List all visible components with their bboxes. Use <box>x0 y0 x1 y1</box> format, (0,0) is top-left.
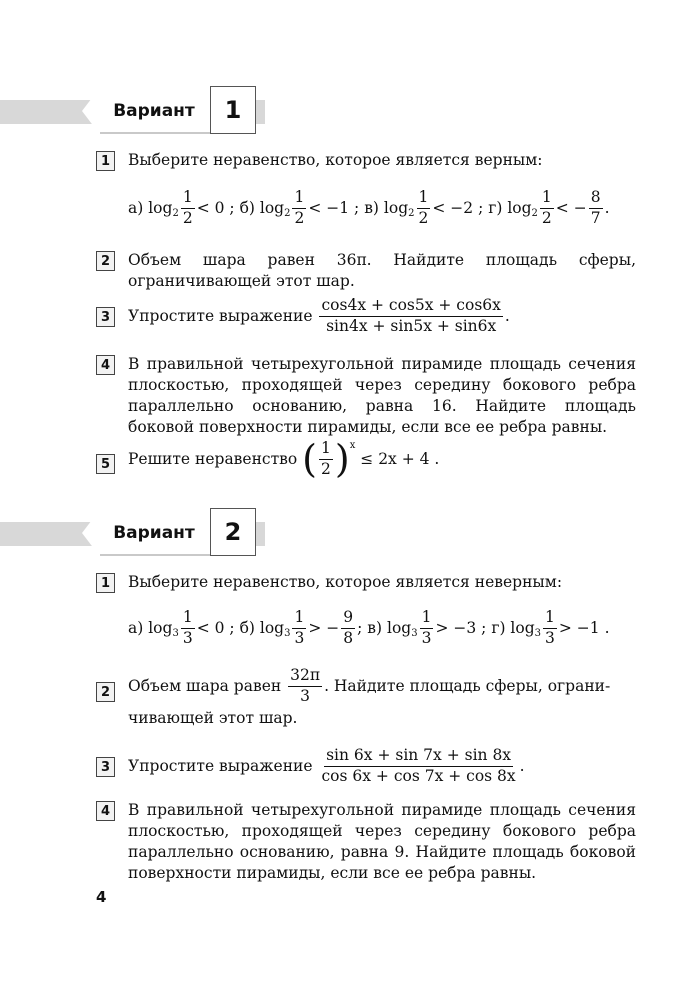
log-base: 3 <box>534 627 542 639</box>
task-number: 3 <box>96 757 115 777</box>
task-text: Объем шара равен 36π. Найдите площадь сферы, ограничивающей этот шар. <box>128 251 636 290</box>
denominator: 2 <box>294 208 305 227</box>
task-prompt: Упростите выражение <box>128 756 313 775</box>
variant-number: 1 <box>210 86 256 134</box>
denominator: 3 <box>545 628 555 647</box>
fraction <box>589 190 603 226</box>
numerator: 8 <box>589 190 603 209</box>
denominator: 3 <box>182 628 193 647</box>
expression-fraction <box>319 298 502 334</box>
v1-task-1 <box>96 150 636 171</box>
fraction <box>292 190 306 226</box>
denominator: cos 6x + cos 7x + cos 8x <box>321 766 516 785</box>
left-paren: ( <box>302 437 317 481</box>
option-c-label: в) log <box>364 199 409 217</box>
relation: < 0 ; <box>196 199 235 217</box>
option-c-label: в) log <box>367 619 412 637</box>
task-prompt: Упростите выражение <box>128 306 313 325</box>
v1-task-5 <box>96 437 636 481</box>
denominator: 3 <box>300 686 311 705</box>
log-base: 2 <box>172 207 179 219</box>
separator: ; <box>357 619 363 637</box>
v2-task-1-options <box>128 610 610 646</box>
numerator: sin 6x + sin 7x + sin 8x <box>324 748 513 767</box>
fraction <box>181 190 195 226</box>
denominator: 8 <box>343 628 354 647</box>
task-number: 4 <box>96 801 115 821</box>
v2-task-1 <box>96 572 636 593</box>
v1-task-1-options <box>128 190 610 226</box>
numerator: 9 <box>341 610 355 629</box>
numerator: 1 <box>540 190 554 209</box>
task-prompt-cont: . Найдите площадь сферы, ограни- <box>324 676 611 695</box>
fraction <box>543 610 557 646</box>
task-number: 3 <box>96 307 115 327</box>
task-number: 1 <box>96 151 115 171</box>
task-text-line-1 <box>128 668 636 704</box>
numerator: 1 <box>319 441 333 460</box>
log-base: 2 <box>284 207 291 219</box>
numerator: cos4x + cos5x + cos6x <box>319 298 502 317</box>
log-base: 2 <box>408 207 415 219</box>
v1-task-2 <box>96 250 636 292</box>
page-number: 4 <box>96 888 107 906</box>
task-text: Выберите неравенство, которое является неверным: <box>128 573 563 591</box>
period: . <box>504 306 510 325</box>
denominator: 3 <box>421 628 432 647</box>
numerator: 1 <box>181 610 195 629</box>
period: . <box>604 199 610 217</box>
v2-task-2 <box>96 668 636 729</box>
relation: < 0 ; <box>196 619 235 637</box>
relation: < −1 ; <box>308 199 360 217</box>
variant-label: Вариант <box>98 512 210 554</box>
option-d-label: г) log <box>488 199 532 217</box>
relation: < − <box>555 199 587 217</box>
v2-task-4 <box>96 800 636 884</box>
numerator: 1 <box>417 190 431 209</box>
denominator: 2 <box>418 208 429 227</box>
denominator: 3 <box>294 628 305 647</box>
option-b-label: б) log <box>239 619 285 637</box>
inequality-rest: ≤ 2x + 4 . <box>360 449 440 468</box>
numerator: 1 <box>181 190 195 209</box>
task-number: 2 <box>96 682 115 702</box>
fraction <box>341 610 355 646</box>
v1-task-4 <box>96 354 636 438</box>
variant-2-banner <box>0 512 265 556</box>
option-d-label: г) log <box>491 619 535 637</box>
task-number: 4 <box>96 355 115 375</box>
log-base: 3 <box>411 627 418 639</box>
log-base: 3 <box>284 627 291 639</box>
task-text <box>128 748 636 784</box>
relation: > −3 ; <box>435 619 487 637</box>
task-number: 5 <box>96 454 115 474</box>
task-prompt: Решите неравенство <box>128 449 298 468</box>
period: . <box>519 756 525 775</box>
v1-task-3 <box>96 298 636 334</box>
task-text <box>128 298 636 334</box>
numerator: 1 <box>292 610 306 629</box>
task-prompt: Объем шара равен <box>128 676 282 695</box>
option-a-label: а) log <box>128 619 173 637</box>
task-text: Выберите неравенство, которое является верным: <box>128 151 543 169</box>
numerator: 1 <box>543 610 557 629</box>
right-paren: ) <box>334 437 350 481</box>
task-text-line-2: чивающей этот шар. <box>128 709 298 727</box>
fraction <box>420 610 434 646</box>
relation: > − <box>308 619 340 637</box>
denominator: 2 <box>182 208 193 227</box>
option-a-label: а) log <box>128 199 173 217</box>
variant-label: Вариант <box>98 90 210 132</box>
denominator: 2 <box>321 459 331 478</box>
v2-task-3 <box>96 748 636 784</box>
expression-fraction <box>319 748 517 784</box>
denominator: sin4x + sin5x + sin6x <box>326 316 497 335</box>
log-base: 3 <box>172 627 179 639</box>
numerator: 1 <box>420 610 434 629</box>
task-number: 2 <box>96 251 115 271</box>
task-text: В правильной четырехугольной пирамиде площадь сечения плоскостью, проходящей через середину бокового ребра параллельно основанию, равна 16. Найдите площадь боковой поверхности пирамиды, если все ее ребра равны. <box>128 355 636 436</box>
fraction <box>288 668 322 704</box>
task-text: В правильной четырехугольной пирамиде площадь сечения плоскостью, проходящей через середину бокового ребра параллельно основанию, равна 9. Найдите площадь боковой поверхности пирамиды, если все ее ребра равны. <box>128 801 636 882</box>
option-b-label: б) log <box>239 199 285 217</box>
relation: > −1 . <box>558 619 610 637</box>
fraction <box>181 610 195 646</box>
fraction <box>417 190 431 226</box>
denominator: 2 <box>541 208 552 227</box>
task-text <box>128 437 636 481</box>
denominator: 7 <box>590 208 601 227</box>
fraction <box>292 610 306 646</box>
variant-1-banner <box>0 90 265 134</box>
task-number: 1 <box>96 573 115 593</box>
relation: < −2 ; <box>432 199 484 217</box>
fraction <box>540 190 554 226</box>
numerator: 1 <box>292 190 306 209</box>
variant-number: 2 <box>210 508 256 556</box>
log-base: 2 <box>531 207 538 219</box>
exponent: x <box>349 439 356 451</box>
numerator: 32π <box>288 668 322 687</box>
fraction <box>319 441 333 477</box>
